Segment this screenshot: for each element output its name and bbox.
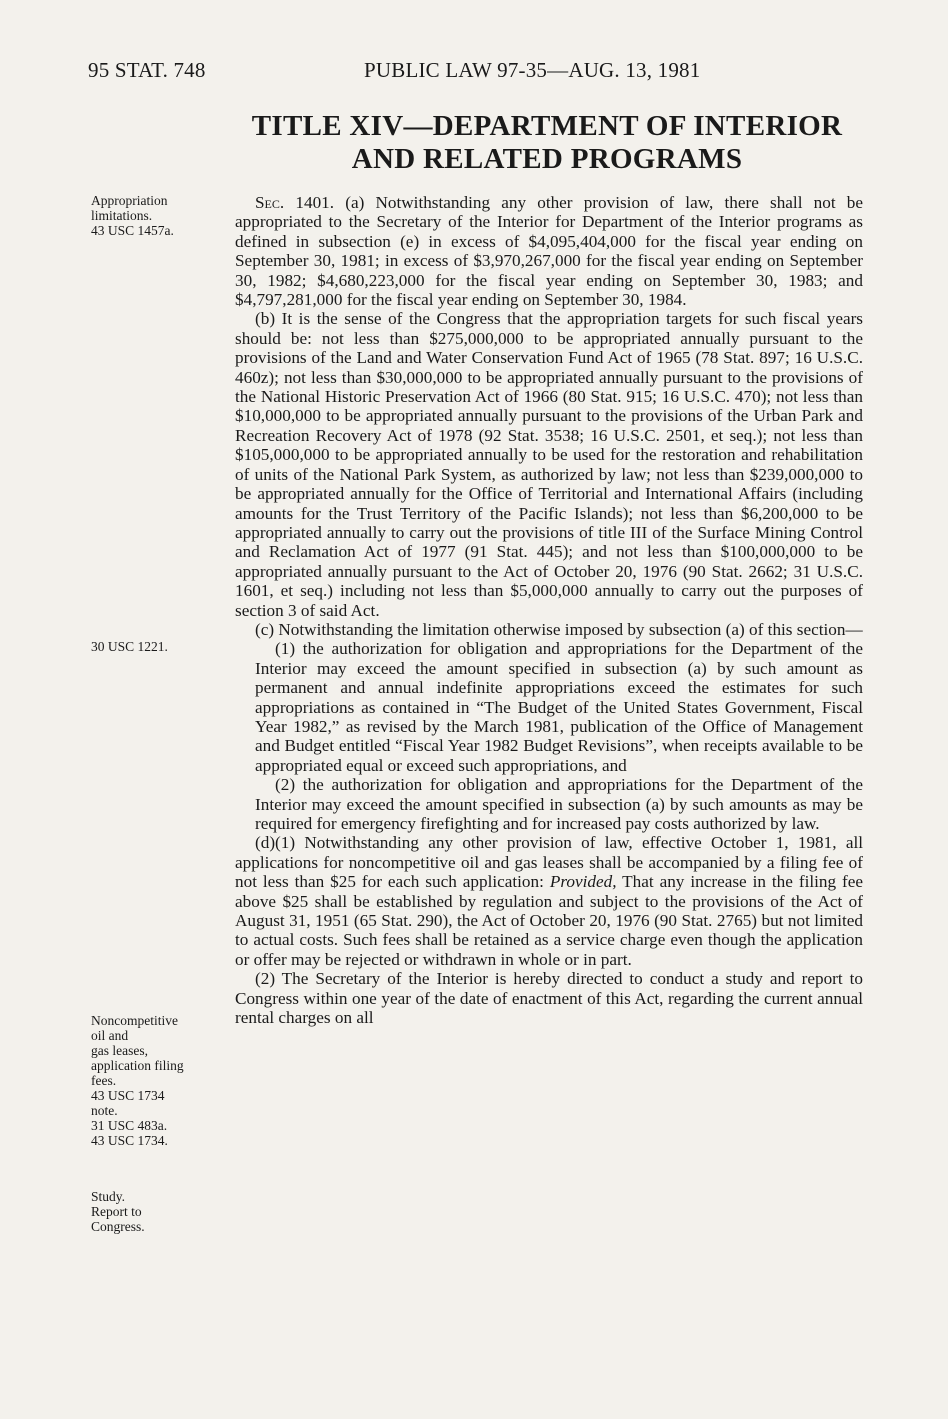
title-line-2: AND RELATED PROGRAMS bbox=[351, 143, 743, 175]
paragraph-c: (c) Notwithstanding the limitation otherwise imposed by subsection (a) of this section— bbox=[255, 619, 863, 639]
margin-note-line: 43 USC 1734. bbox=[91, 1133, 168, 1148]
margin-note-line: 31 USC 483a. bbox=[91, 1118, 168, 1133]
margin-note-line: Report to bbox=[91, 1204, 142, 1219]
section-label: Sec. bbox=[255, 193, 285, 212]
paragraph-d2: (2) The Secretary of the Interior is hereby directed to conduct a study and report to Congress within one year of the date of enactment of this Act, regarding the current annual rental charges on all bbox=[235, 969, 863, 1028]
margin-note-line: 30 USC 1221. bbox=[91, 639, 168, 654]
proviso-emphasis: Provided, bbox=[549, 872, 617, 892]
title-line-1: TITLE XIV—DEPARTMENT OF INTERIOR bbox=[251, 110, 843, 142]
margin-note-line: Study. bbox=[91, 1189, 126, 1204]
margin-note-line: Noncompetitive bbox=[91, 1013, 178, 1028]
margin-note-line: Congress. bbox=[91, 1219, 145, 1234]
margin-note-line: 43 USC 1457a. bbox=[91, 223, 174, 238]
law-citation: PUBLIC LAW 97-35—AUG. 13, 1981 bbox=[364, 58, 701, 82]
title-heading bbox=[232, 110, 862, 176]
margin-note-line: limitations. bbox=[91, 208, 153, 223]
margin-note-study bbox=[91, 1189, 231, 1234]
paragraph-a: Sec. 1401. (a) Notwithstanding any other provision of law, there shall not be appropriated to the Secretary of the Interior for Department of the Interior programs as defined in subsection (e) in excess of $4,095,404,000 for the fiscal year ending on September 30, 1981; in excess of $3,970,267,000 for the fiscal year ending on September 30, 1982; $4,680,223,000 for the fiscal year ending on September 30, 1983; and $4,797,281,000 for the fiscal year ending on September 30, 1984. bbox=[235, 193, 863, 310]
margin-note-line: 43 USC 1734 bbox=[91, 1088, 165, 1103]
margin-note-line: application filing bbox=[91, 1058, 184, 1073]
paragraph-c2: (2) the authorization for obligation and appropriations for the Department of the Interior may exceed the amount specified in subsection (a) by such amounts as may be required for emergency firefighting and for increased pay costs authorized by law. bbox=[255, 775, 863, 833]
page-stat-number: 95 STAT. 748 bbox=[88, 58, 206, 82]
paragraph-c1: (1) the authorization for obligation and appropriations for the Department of the Interior may exceed the amount specified in subsection (a) by such amount as permanent and annual indefinite appropriations exceed the estimates for such appropriations as contained in “The Budget of the United States Government, Fiscal Year 1982,” as revised by the March 1981, publication of the Office of Management and Budget entitled “Fiscal Year 1982 Budget Revisions”, when receipts available to be appropriated equal or exceed such appropriations, and bbox=[255, 639, 863, 775]
margin-note-line: oil and bbox=[91, 1028, 129, 1043]
margin-note-30usc bbox=[91, 639, 231, 654]
margin-note-line: note. bbox=[91, 1103, 118, 1118]
margin-note-appropriation bbox=[91, 193, 231, 238]
margin-note-line: Appropriation bbox=[91, 193, 168, 208]
margin-note-line: gas leases, bbox=[91, 1043, 148, 1058]
paragraph-d1: (d)(1) Notwithstanding any other provision of law, effective October 1, 1981, all applications for noncompetitive oil and gas leases shall be accompanied by a filing fee of not less than $25 for each such application: Provided, That any increase in the filing fee above $25 shall be established by regulation and subject to the provisions of the Act of August 31, 1951 (65 Stat. 290), the Act of October 20, 1976 (90 Stat. 2765) but not limited to actual costs. Such fees shall be retained as a service charge even though the application or offer may be rejected or withdrawn in whole or in part. bbox=[235, 833, 864, 969]
body-text bbox=[235, 193, 863, 1027]
margin-note-line: fees. bbox=[91, 1073, 117, 1088]
paragraph-b: (b) It is the sense of the Congress that the appropriation targets for such fiscal years should be: not less than $275,000,000 to be appropriated annually pursuant to the provisions of the Land and Water Conservation Fund Act of 1965 (78 Stat. 897; 16 U.S.C. 460z); not less than $30,000,000 to be appropriated annually pursuant to the provisions of the National Historic Preservation Act of 1966 (80 Stat. 915; 16 U.S.C. 470); not less than $10,000,000 to be appropriated annually pursuant to the provisions of the Urban Park and Recreation Recovery Act of 1978 (92 Stat. 3538; 16 U.S.C. 2501, et seq.); not less than $105,000,000 to be appropriated annually to be used for the restoration and rehabilitation of units of the National Park System, as authorized by law; not less than $239,000,000 to be appropriated annually for the Office of Territorial and International Affairs (including amounts for the Trust Territory of the Pacific Islands); not less than $6,200,000 to be appropriated annually to carry out the provisions of title III of the Surface Mining Control and Reclamation Act of 1977 (91 Stat. 445); and not less than $100,000,000 to be appropriated annually pursuant to the Act of October 20, 1976 (90 Stat. 2662; 31 U.S.C. 1601, et seq.) including not less than $5,000,000 annually to carry out the purposes of section 3 of said Act. bbox=[235, 309, 863, 620]
margin-note-oil-gas bbox=[91, 1013, 231, 1148]
